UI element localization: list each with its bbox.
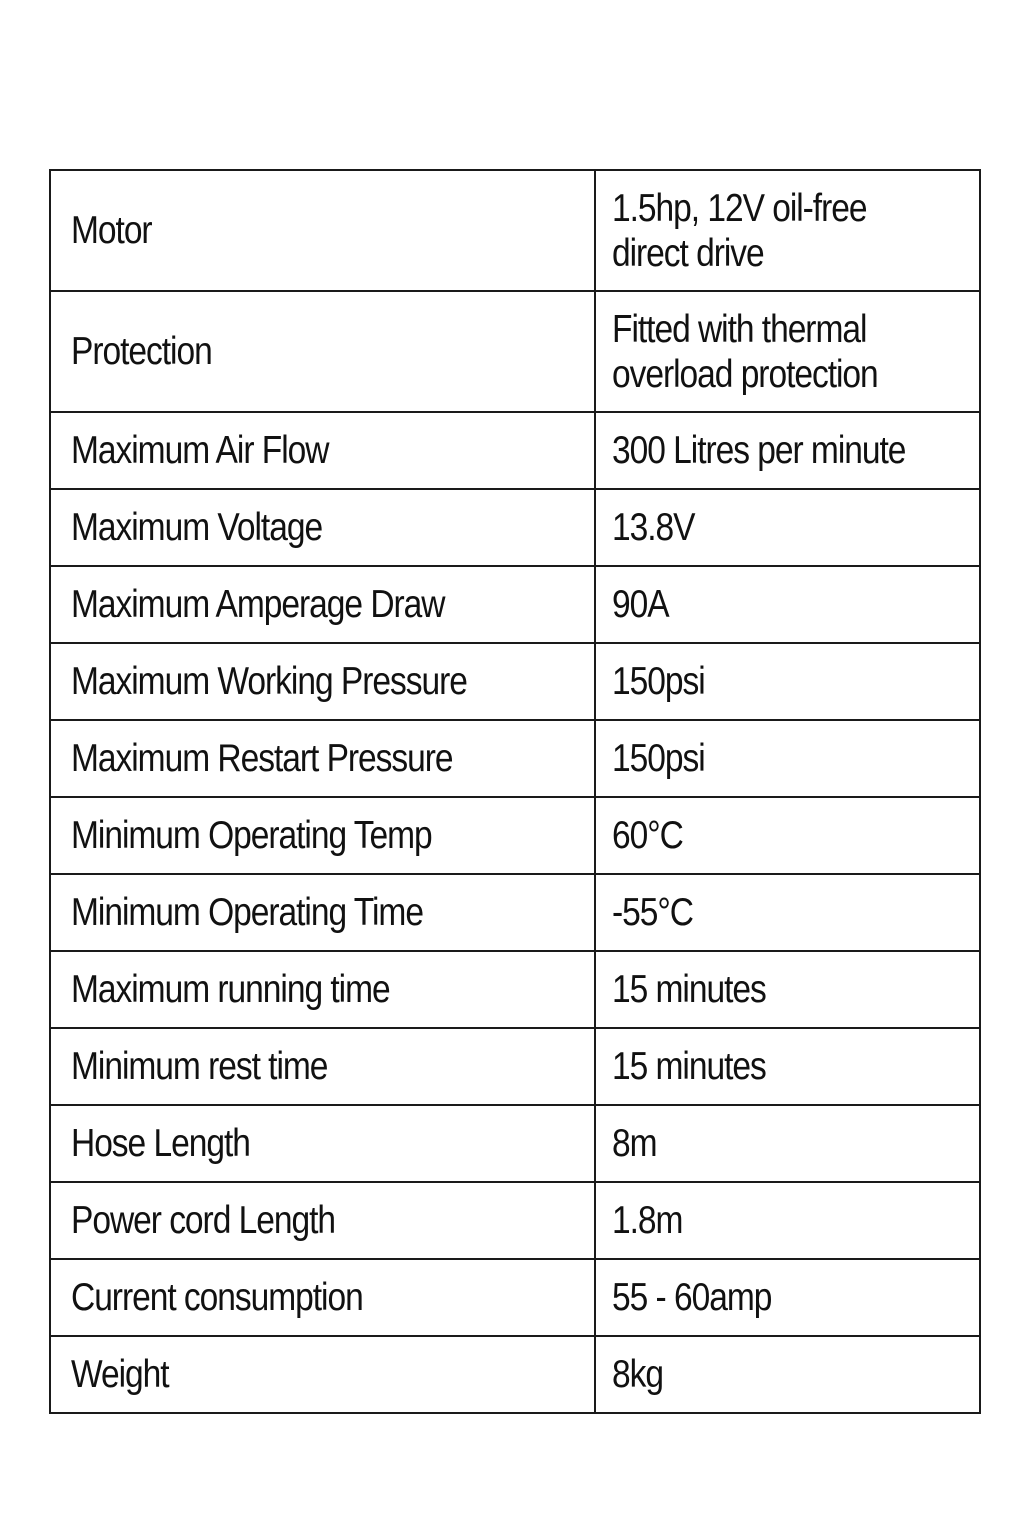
spec-value	[595, 291, 980, 412]
spec-value-text: 300 Litres per minute	[612, 429, 906, 472]
spec-label-text: Motor	[71, 209, 152, 252]
spec-value-line: 1.5hp, 12V oil-free	[612, 186, 867, 230]
spec-value	[595, 170, 980, 291]
spec-label	[50, 566, 595, 643]
spec-value-text: 60°C	[612, 814, 683, 857]
spec-value-text: 15 minutes	[612, 968, 766, 1011]
spec-label	[50, 1182, 595, 1259]
spec-value	[595, 1336, 980, 1413]
spec-label-text: Maximum Air Flow	[71, 429, 329, 472]
table-row	[50, 874, 980, 951]
spec-label-text: Maximum Amperage Draw	[71, 583, 445, 626]
spec-value	[595, 643, 980, 720]
table-row	[50, 1336, 980, 1413]
spec-value	[595, 412, 980, 489]
spec-label	[50, 874, 595, 951]
spec-label-text: Protection	[71, 330, 212, 373]
table-row	[50, 412, 980, 489]
table-row	[50, 643, 980, 720]
spec-value-text: 1.8m	[612, 1199, 683, 1242]
spec-value	[595, 1028, 980, 1105]
spec-value	[595, 1182, 980, 1259]
table-row	[50, 170, 980, 291]
spec-label-text: Maximum Working Pressure	[71, 660, 467, 703]
spec-value-text: 15 minutes	[612, 1045, 766, 1088]
spec-label	[50, 489, 595, 566]
spec-value-text: 150psi	[612, 737, 705, 780]
table-row	[50, 720, 980, 797]
spec-label-text: Maximum Voltage	[71, 506, 323, 549]
spec-label-text: Minimum Operating Time	[71, 891, 423, 934]
spec-label-text: Minimum Operating Temp	[71, 814, 432, 857]
spec-label	[50, 412, 595, 489]
spec-value-line: overload protection	[612, 352, 878, 396]
spec-label	[50, 291, 595, 412]
spec-label-text: Weight	[71, 1353, 169, 1396]
table-row	[50, 951, 980, 1028]
table-row	[50, 489, 980, 566]
spec-value	[595, 489, 980, 566]
table-row	[50, 566, 980, 643]
table-row	[50, 1105, 980, 1182]
spec-label	[50, 170, 595, 291]
spec-value	[595, 720, 980, 797]
spec-label-text: Maximum Restart Pressure	[71, 737, 453, 780]
table-row	[50, 797, 980, 874]
table-row	[50, 291, 980, 412]
spec-label	[50, 797, 595, 874]
spec-value-text: 55 - 60amp	[612, 1276, 772, 1319]
spec-value-text: 8kg	[612, 1353, 663, 1396]
spec-label	[50, 1336, 595, 1413]
spec-label	[50, 1028, 595, 1105]
spec-label-text: Minimum rest time	[71, 1045, 328, 1088]
spec-value	[595, 1105, 980, 1182]
spec-label	[50, 1259, 595, 1336]
spec-value-text: 90A	[612, 583, 669, 626]
table-row	[50, 1182, 980, 1259]
spec-value	[595, 797, 980, 874]
spec-label	[50, 643, 595, 720]
spec-label-text: Hose Length	[71, 1122, 250, 1165]
spec-value	[595, 951, 980, 1028]
spec-value	[595, 1259, 980, 1336]
spec-label	[50, 1105, 595, 1182]
spec-value-line: Fitted with thermal	[612, 307, 867, 351]
spec-label-text: Maximum running time	[71, 968, 390, 1011]
spec-value-line: direct drive	[612, 231, 764, 275]
spec-value-text: 8m	[612, 1122, 657, 1165]
spec-table	[49, 169, 981, 1414]
spec-label	[50, 951, 595, 1028]
spec-value-text: -55°C	[612, 891, 693, 934]
spec-value	[595, 874, 980, 951]
spec-value	[595, 566, 980, 643]
spec-label-text: Power cord Length	[71, 1199, 335, 1242]
table-row	[50, 1259, 980, 1336]
spec-value-text: 13.8V	[612, 506, 695, 549]
spec-value-text: 150psi	[612, 660, 705, 703]
table-row	[50, 1028, 980, 1105]
spec-label	[50, 720, 595, 797]
spec-label-text: Current consumption	[71, 1276, 363, 1319]
